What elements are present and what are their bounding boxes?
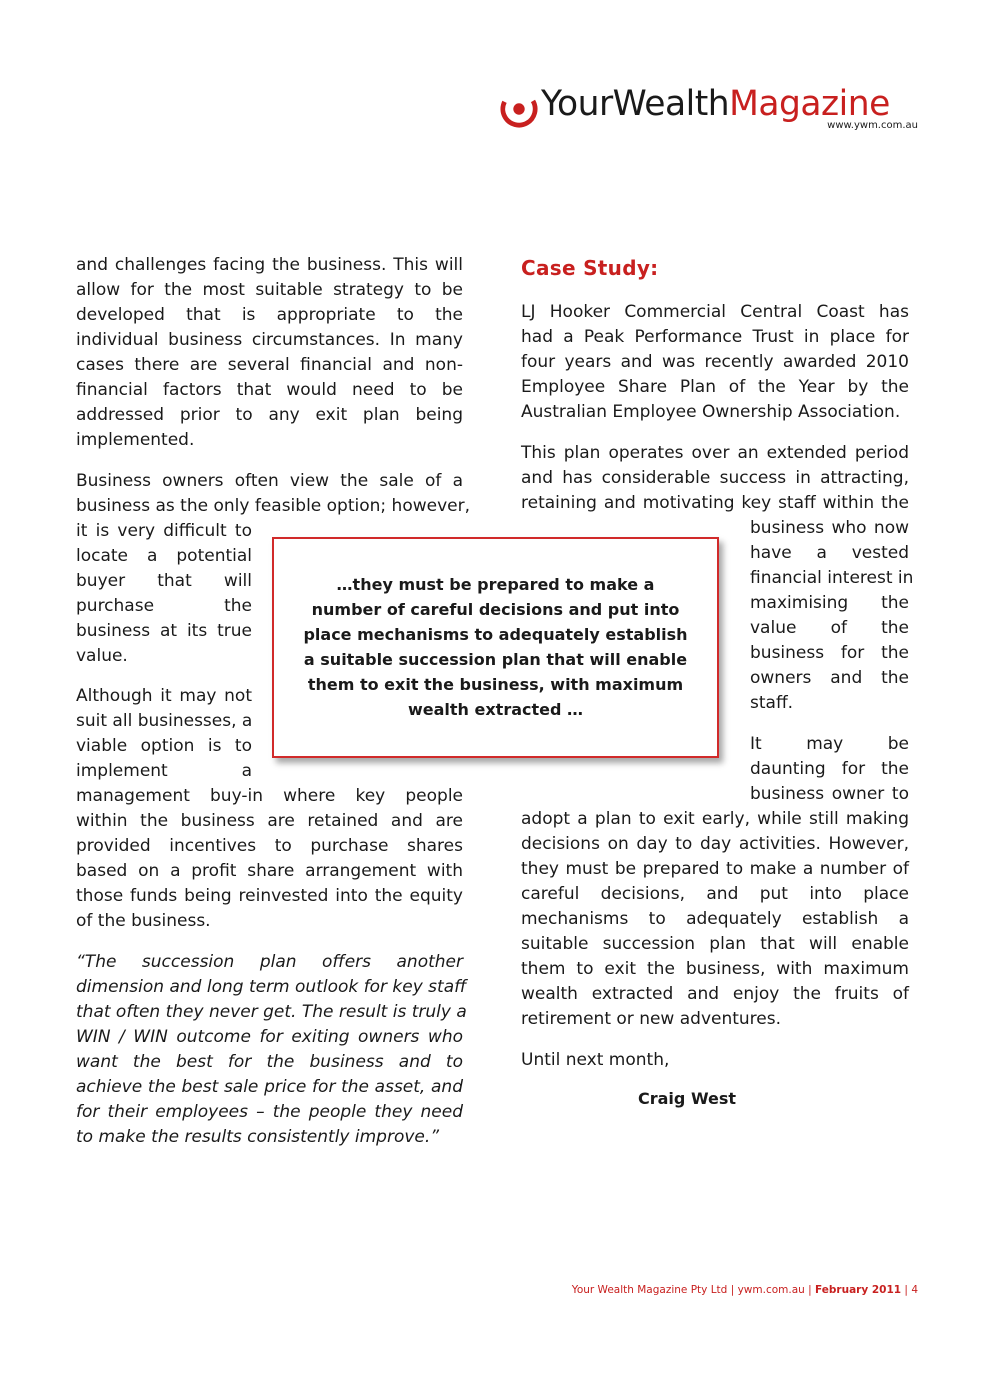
callout-text: [274, 572, 717, 722]
callout-line: wealth extracted …: [407, 700, 584, 719]
callout-line: …they must be prepared to make a: [336, 575, 655, 594]
text-line: LJ Hooker Commercial Central Coast has: [521, 302, 909, 322]
text-line: owners and the: [750, 668, 909, 688]
text-line: This plan operates over an extended period: [521, 443, 909, 463]
text-line: careful decisions, and put into place: [521, 884, 909, 904]
text-line: business as the only feasible option; however,: [76, 496, 470, 516]
author-signature: Craig West: [638, 1089, 737, 1108]
text-line: WIN / WIN outcome for exiting owners who: [76, 1027, 463, 1047]
text-line: implemented.: [76, 430, 195, 450]
logo-magazine: Magazine: [729, 84, 890, 124]
text-line: implement a: [76, 761, 252, 781]
text-line: business for the: [750, 643, 909, 663]
callout-line: number of careful decisions and put into: [311, 600, 680, 619]
text-line: it is very difficult to: [76, 521, 252, 541]
text-line: retaining and motivating key staff within the: [521, 493, 909, 513]
text-line: individual business circumstances. In many: [76, 330, 463, 350]
text-line: suitable succession plan that will enable: [521, 934, 909, 954]
logo-swirl-icon: [500, 90, 538, 128]
page-number: 4: [911, 1284, 918, 1296]
text-line: financial interest in: [750, 568, 914, 588]
text-line: purchase the: [76, 596, 252, 616]
text-line: value.: [76, 646, 128, 666]
footer-separator: |: [904, 1284, 908, 1296]
text-line: them to exit the business, with maximum: [521, 959, 909, 979]
text-line: based on a profit share arrangement with: [76, 861, 463, 881]
logo-your-wealth: YourWealth: [541, 84, 730, 124]
text-line: locate a potential: [76, 546, 252, 566]
text-line: management buy-in where key people: [76, 786, 463, 806]
text-line: and has considerable success in attracting,: [521, 468, 909, 488]
case-study-heading: Case Study:: [521, 256, 659, 280]
text-line: within the business are retained and are: [76, 811, 463, 831]
text-line: to make the results consistently improve.”: [76, 1127, 440, 1147]
text-line: and challenges facing the business. This will: [76, 255, 463, 275]
text-line: business owner to: [750, 784, 909, 804]
text-line: business who now: [750, 518, 909, 538]
pull-quote: [76, 950, 467, 1150]
text-line: Australian Employee Ownership Association.: [521, 402, 901, 422]
callout-line: place mechanisms to adequately establish: [303, 625, 688, 644]
text-line: developed that is appropriate to the: [76, 305, 463, 325]
magazine-logo: [500, 86, 920, 136]
text-line: Although it may not: [76, 686, 252, 706]
text-line: financial factors that would need to be: [76, 380, 463, 400]
text-line: value of the: [750, 618, 909, 638]
text-line: It may be: [750, 734, 909, 754]
text-line: daunting for the: [750, 759, 909, 779]
footer-site: ywm.com.au: [737, 1284, 805, 1296]
text-line: “The succession plan offers another: [76, 952, 463, 972]
text-line: buyer that will: [76, 571, 252, 591]
text-line: staff.: [750, 693, 794, 713]
text-line: those funds being reinvested into the equity: [76, 886, 463, 906]
footer-separator: |: [808, 1284, 812, 1296]
callout-line: them to exit the business, with maximum: [307, 675, 684, 694]
footer-separator: |: [730, 1284, 735, 1296]
logo-url: www.ywm.com.au: [827, 120, 918, 131]
left-paragraph-1: [76, 253, 463, 453]
text-line: suit all businesses, a: [76, 711, 253, 731]
text-line: four years and was recently awarded 2010: [521, 352, 909, 372]
text-line: achieve the best sale price for the asset, and: [76, 1077, 463, 1097]
footer-date: February 2011: [815, 1284, 902, 1296]
text-line: Employee Share Plan of the Year by the: [521, 377, 909, 397]
text-line: want the best for the business and to: [76, 1052, 463, 1072]
text-line: viable option is to: [76, 736, 252, 756]
right-paragraph-3: [521, 732, 909, 1032]
text-line: that often they never get. The result is truly a: [76, 1002, 467, 1022]
text-line: provided incentives to purchase shares: [76, 836, 463, 856]
right-paragraph-1: [521, 300, 909, 425]
text-line: of the business.: [76, 911, 211, 931]
footer-company: Your Wealth Magazine Pty Ltd: [571, 1284, 728, 1296]
callout-line: a suitable succession plan that will enable: [303, 650, 688, 669]
text-line: decisions on day to day activities. However,: [521, 834, 909, 854]
page-footer: [572, 1284, 918, 1296]
text-line: they must be prepared to make a number of: [521, 859, 909, 879]
callout-box: [272, 537, 719, 758]
text-line: business at its true: [76, 621, 252, 641]
text-line: adopt a plan to exit early, while still making: [521, 809, 909, 829]
text-line: for their employees – the people they need: [76, 1102, 463, 1122]
text-line: mechanisms to adequately establish a: [521, 909, 909, 929]
text-line: have a vested: [750, 543, 909, 563]
text-line: addressed prior to any exit plan being: [76, 405, 463, 425]
text-line: maximising the: [750, 593, 909, 613]
text-line: dimension and long term outlook for key staff: [76, 977, 467, 997]
text-line: allow for the most suitable strategy to be: [76, 280, 463, 300]
text-line: cases there are several financial and non-: [76, 355, 463, 375]
text-line: wealth extracted and enjoy the fruits of: [521, 984, 909, 1004]
text-line: had a Peak Performance Trust in place for: [521, 327, 909, 347]
closing-line: Until next month,: [521, 1050, 670, 1070]
text-line: retirement or new adventures.: [521, 1009, 782, 1029]
text-line: Business owners often view the sale of a: [76, 471, 463, 491]
